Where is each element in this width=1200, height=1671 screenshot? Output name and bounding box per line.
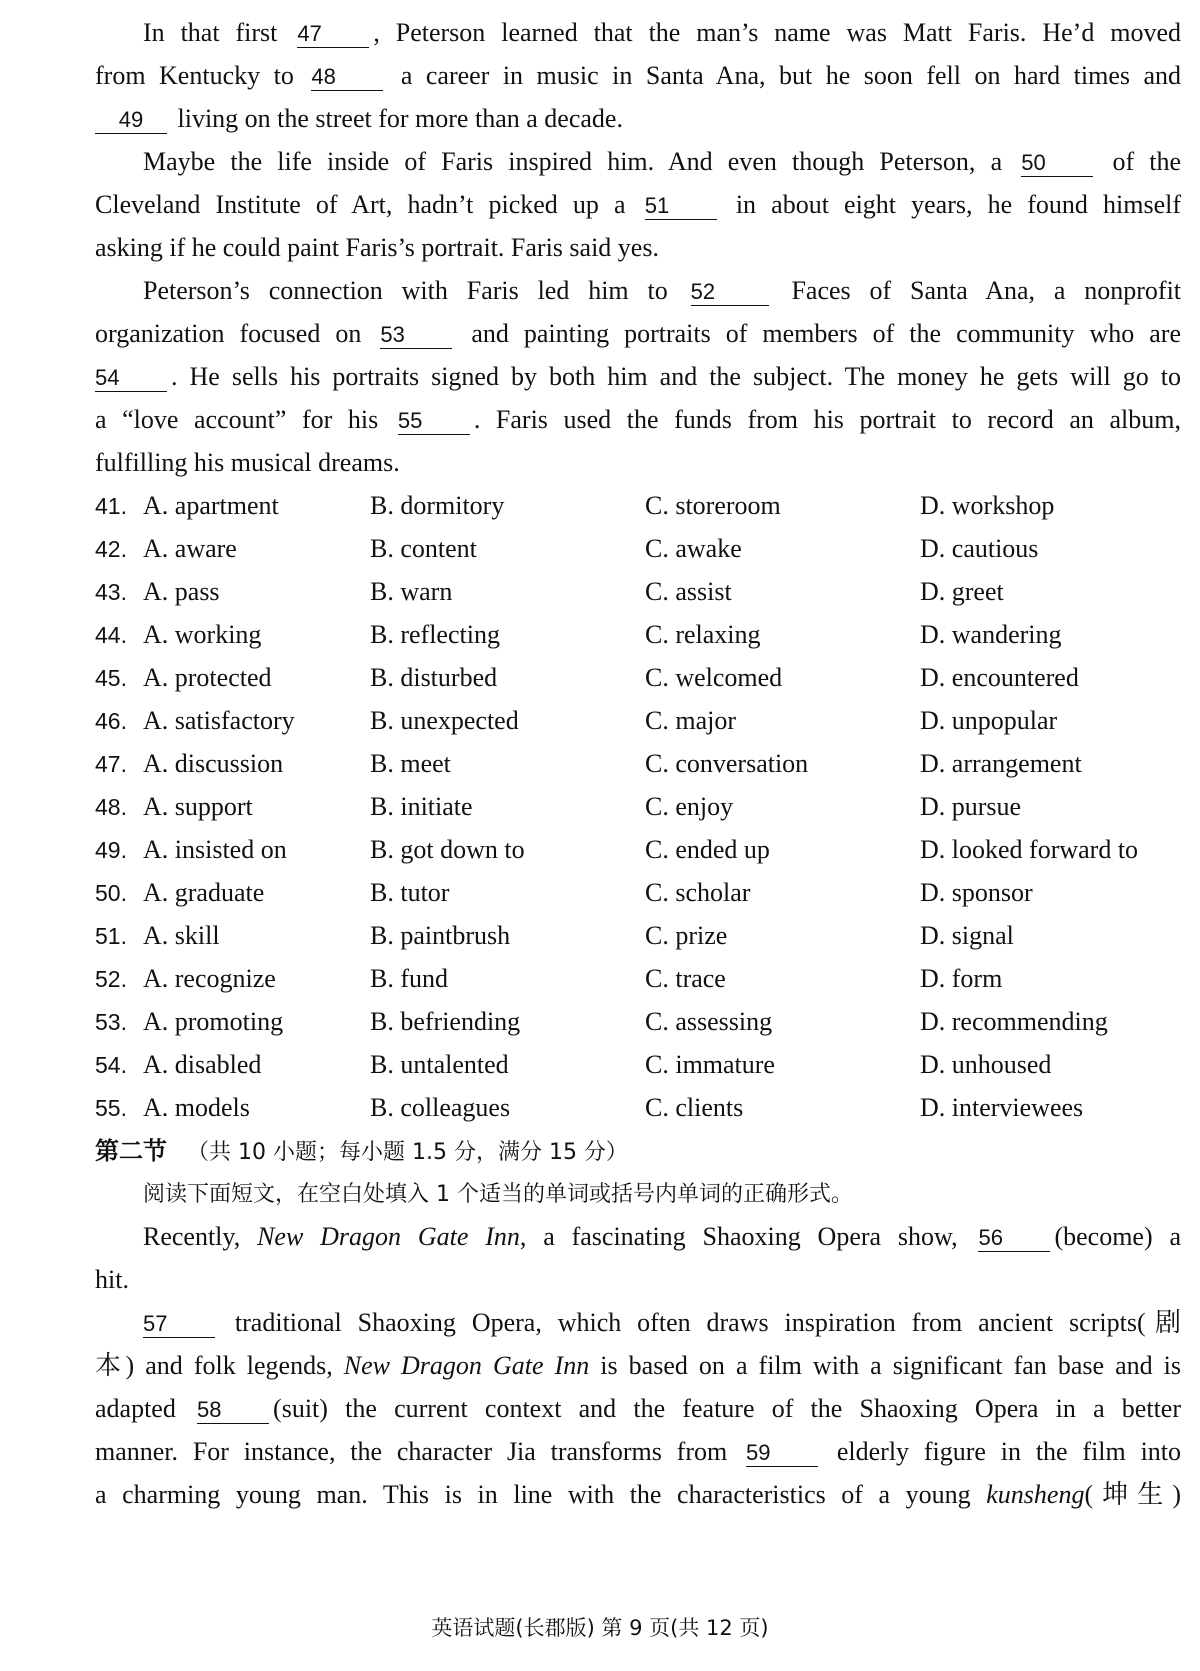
question-options: 48. A. support B. initiate C. enjoy D. pursue [95, 792, 1022, 821]
blank-57: 57 [143, 1311, 215, 1338]
passage-line: adapted 58 (suit) the current context and the feature of the Shaoxing Opera in a better [95, 1394, 1181, 1423]
question-options: 51. A. skill B. paintbrush C. prize D. signal [95, 921, 1014, 950]
section-info: （共 10 小题；每小题 1.5 分，满分 15 分） [187, 1140, 628, 1165]
passage-line: manner. For instance, the character Jia transforms from 59 elderly figure in the film into [95, 1437, 1182, 1466]
blank-52: 52 [691, 279, 769, 306]
section-heading [95, 1134, 628, 1170]
blank-55: 55 [398, 408, 470, 435]
passage-line: from Kentucky to 48 a career in music in Santa Ana, but he soon fell on hard times and [95, 61, 1182, 90]
passage-line: 57 traditional Shaoxing Opera, which often draws inspiration from ancient scripts(剧 [143, 1308, 1182, 1337]
passage-line: asking if he could paint Faris’s portrait. Faris said yes. [95, 233, 659, 262]
blank-53: 53 [380, 322, 452, 349]
passage-line: Maybe the life inside of Faris inspired him. And even though Peterson, a 50 of the [143, 147, 1182, 176]
blank-56: 56 [978, 1225, 1050, 1252]
question-options: 47. A. discussion B. meet C. conversation D. arrangement [95, 749, 1082, 778]
passage-line: Cleveland Institute of Art, hadn’t picked up a 51 in about eight years, he found himself [95, 190, 1182, 219]
passage-line: In that first 47 , Peterson learned that the man’s name was Matt Faris. He’d moved [143, 18, 1182, 47]
question-options: 50. A. graduate B. tutor C. scholar D. sponsor [95, 878, 1033, 907]
passage-line: 49 living on the street for more than a decade. [95, 102, 1181, 136]
passage-line: a “love account” for his 55 . Faris used the funds from his portrait to record an album, [95, 405, 1182, 434]
question-options: 46. A. satisfactory B. unexpected C. major D. unpopular [95, 706, 1058, 735]
blank-49: 49 [95, 107, 167, 134]
section-instruction: 阅读下面短文，在空白处填入 1 个适当的单词或括号内单词的正确形式。 [143, 1182, 853, 1207]
page-footer: 英语试题(长郡版) 第 9 页(共 12 页) [431, 1616, 769, 1640]
passage-line: organization focused on 53 and painting portraits of members of the community who are [95, 319, 1182, 348]
blank-54: 54 [95, 365, 167, 392]
passage-line: fulfilling his musical dreams. [95, 448, 400, 477]
question-options: 53. A. promoting B. befriending C. assessing D. recommending [95, 1007, 1108, 1036]
passage-line: Recently, New Dragon Gate Inn, a fascinating Shaoxing Opera show, 56 (become) a [143, 1222, 1182, 1251]
passage-line: 本) and folk legends, New Dragon Gate Inn is based on a film with a significant fan base and is [95, 1351, 1181, 1380]
question-options: 54. A. disabled B. untalented C. immature D. unhoused [95, 1050, 1052, 1079]
question-options: 55. A. models B. colleagues C. clients D. interviewees [95, 1093, 1084, 1122]
blank-47: 47 [297, 21, 369, 48]
blank-59: 59 [746, 1440, 818, 1467]
passage-line: Peterson’s connection with Faris led him to 52 Faces of Santa Ana, a nonprofit [143, 276, 1182, 305]
question-options: 41. A. apartment B. dormitory C. storeroom D. workshop [95, 491, 1055, 520]
question-options: 52. A. recognize B. fund C. trace D. form [95, 964, 1003, 993]
question-options: 49. A. insisted on B. got down to C. ended up D. looked forward to [95, 835, 1139, 864]
blank-50: 50 [1021, 150, 1093, 177]
question-options: 42. A. aware B. content C. awake D. cautious [95, 534, 1039, 563]
section-title: 第二节 [95, 1137, 167, 1165]
question-options: 45. A. protected B. disturbed C. welcomed D. encountered [95, 663, 1079, 692]
passage-line: a charming young man. This is in line with the characteristics of a young kunsheng(坤生) [95, 1480, 1181, 1509]
question-options: 44. A. working B. reflecting C. relaxing D. wandering [95, 620, 1062, 649]
blank-51: 51 [645, 193, 717, 220]
question-options: 43. A. pass B. warn C. assist D. greet [95, 577, 1004, 606]
passage-line: 54 . He sells his portraits signed by both him and the subject. The money he gets will go to [95, 362, 1181, 391]
blank-58: 58 [197, 1397, 269, 1424]
passage-line: hit. [95, 1265, 129, 1294]
blank-48: 48 [311, 64, 383, 91]
